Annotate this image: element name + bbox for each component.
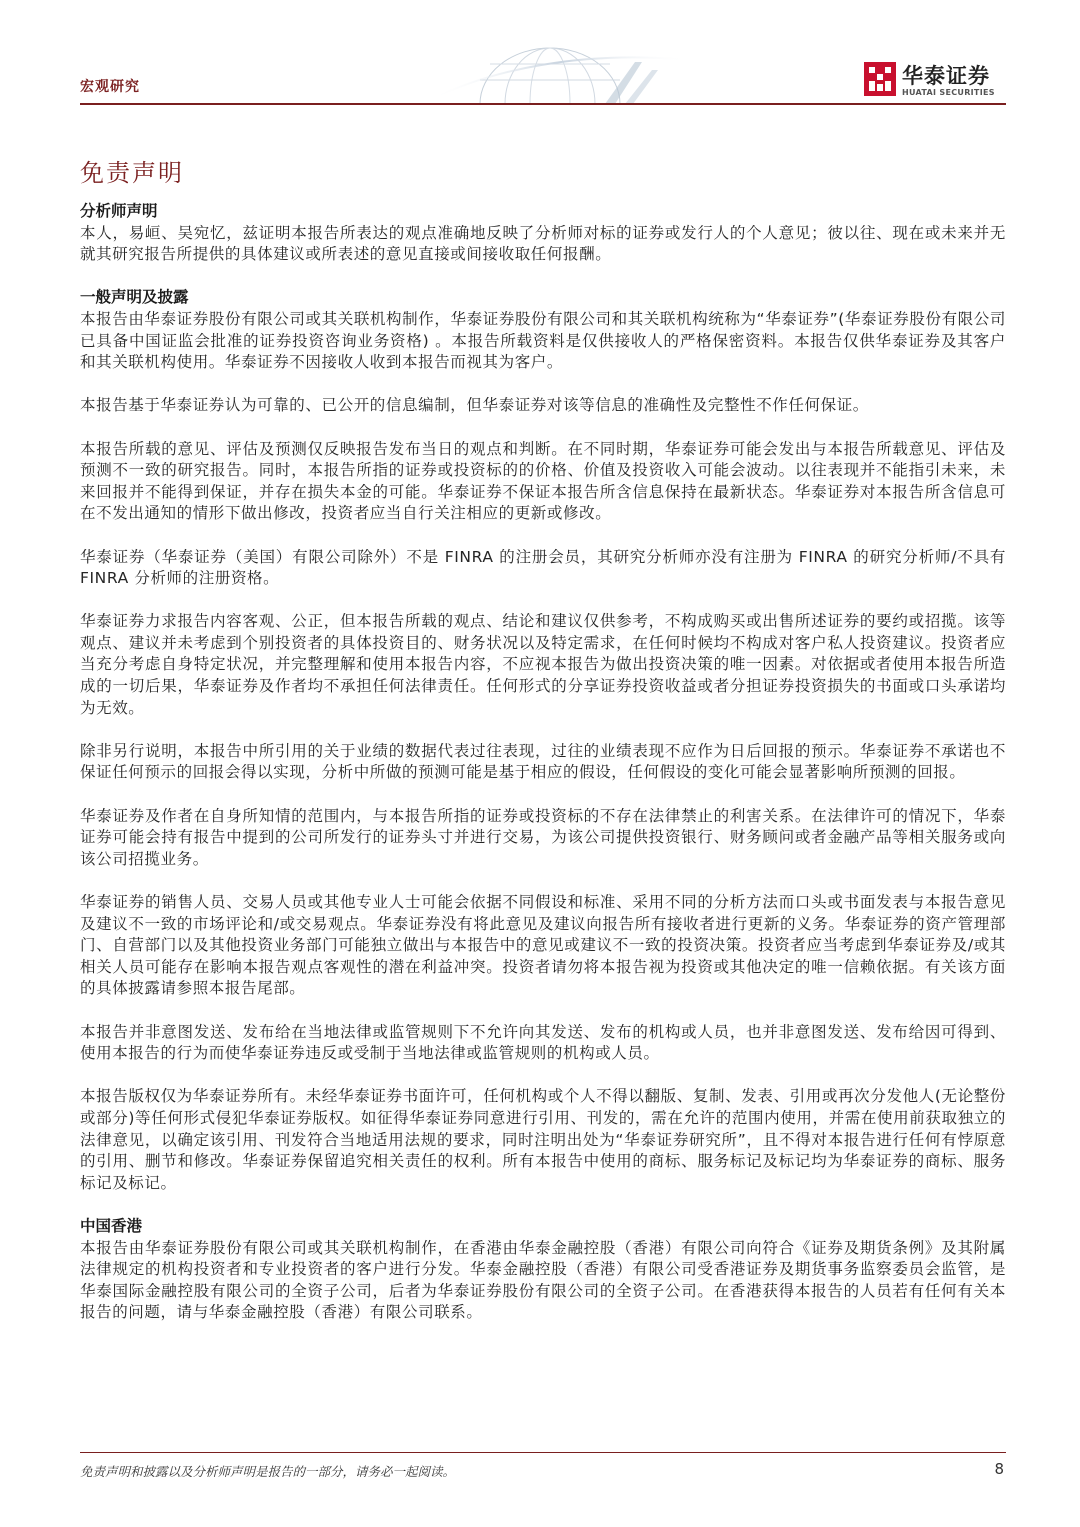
- general-paragraph-5: 华泰证券力求报告内容客观、公正，但本报告所载的观点、结论和建议仅供参考，不构成购买或出售所述证券的要约或招揽。该等观点、建议并未考虑到个别投资者的具体投资目的、财务状况以及特定需求，在任何时候均不构成对客户私人投资建议。投资者应当充分考虑自身特定状况，并完整理解和使用本报告内容，不应视本报告为做出投资决策的唯一因素。对依据或者使用本报告所造成的一切后果，华泰证券及作者均不承担任何法律责任。任何形式的分享证券投资收益或者分担证券投资损失的书面或口头承诺均为无效。: [80, 612, 1006, 717]
- general-paragraph-8: 华泰证券的销售人员、交易人员或其他专业人士可能会依据不同假设和标准、采用不同的分析方法而口头或书面发表与本报告意见及建议不一致的市场评论和/或交易观点。华泰证券没有将此意见及建议向报告所有接收者进行更新的义务。华泰证券的资产管理部门、自营部门以及其他投资业务部门可能独立做出与本报告中的意见或建议不一致的投资决策。投资者应当考虑到华泰证券及/或其相关人员可能存在影响本报告观点客观性的潜在利益冲突。投资者请勿将本报告视为投资或其他决定的唯一信赖依据。有关该方面的具体披露请参照本报告尾部。: [80, 893, 1006, 998]
- general-paragraph-7: 华泰证券及作者在自身所知情的范围内，与本报告所指的证券或投资标的不存在法律禁止的利害关系。在法律许可的情况下，华泰证券可能会持有报告中提到的公司所发行的证券头寸并进行交易，为该公司提供投资银行、财务顾问或者金融产品等相关服务或向该公司招揽业务。: [80, 806, 1006, 868]
- general-paragraph-1: 本报告由华泰证券股份有限公司或其关联机构制作，华泰证券股份有限公司和其关联机构统称为“华泰证券”(华泰证券股份有限公司已具备中国证监会批准的证券投资咨询业务资格) 。本报告所载资料是仅供接收人的严格保密资料。本报告仅供华泰证券及其客户和其关联机构使用。华泰证券不因接收人收到本报告而视其为客户。: [80, 309, 1006, 372]
- huatai-logo-icon: [864, 62, 896, 96]
- disclaimer-content: [80, 201, 1006, 1345]
- logo-english-name: HUATAI SECURITIES: [902, 88, 995, 97]
- huatai-logo: [864, 60, 1004, 100]
- header-section-label: 宏观研究: [80, 79, 140, 95]
- globe-graphic-icon: [430, 40, 690, 104]
- footer-note: 免责声明和披露以及分析师声明是报告的一部分，请务必一起阅读。: [80, 1464, 456, 1479]
- analyst-paragraph: 本人，易峘、吴宛忆，兹证明本报告所表达的观点准确地反映了分析师对标的证券或发行人的个人意见；彼以往、现在或未来并无就其研究报告所提供的具体建议或所表述的意见直接或间接收取任何报酬。: [80, 223, 1006, 264]
- general-disclosure-heading: 一般声明及披露: [80, 288, 189, 307]
- page-title: 免责声明: [80, 159, 184, 187]
- general-paragraph-4: 华泰证券（华泰证券（美国）有限公司除外）不是 FINRA 的注册会员，其研究分析师亦没有注册为 FINRA 的研究分析师/不具有 FINRA 分析师的注册资格。: [80, 547, 1006, 588]
- footer-divider: [80, 1452, 1006, 1453]
- page-number: 8: [994, 1460, 1004, 1478]
- analyst-statement-heading: 分析师声明: [80, 202, 158, 220]
- general-paragraph-6: 除非另行说明，本报告中所引用的关于业绩的数据代表过往表现，过往的业绩表现不应作为日后回报的预示。华泰证券不承诺也不保证任何预示的回报会得以实现，分析中所做的预测可能是基于相应的假设，任何假设的变化可能会显著影响所预测的回报。: [80, 741, 1006, 782]
- general-paragraph-2: 本报告基于华泰证券认为可靠的、已公开的信息编制，但华泰证券对该等信息的准确性及完整性不作任何保证。: [80, 396, 869, 415]
- header-divider: [80, 103, 1006, 105]
- general-paragraph-3: 本报告所载的意见、评估及预测仅反映报告发布当日的观点和判断。在不同时期，华泰证券可能会发出与本报告所载意见、评估及预测不一致的研究报告。同时，本报告所指的证券或投资标的的价格、价值及投资收入可能会波动。以往表现并不能指引未来，未来回报并不能得到保证，并存在损失本金的可能。华泰证券不保证本报告所含信息保持在最新状态。华泰证券对本报告所含信息可在不发出通知的情形下做出修改，投资者应当自行关注相应的更新或修改。: [80, 439, 1006, 523]
- hongkong-paragraph: 本报告由华泰证券股份有限公司或其关联机构制作，在香港由华泰金融控股（香港）有限公司向符合《证券及期货条例》及其附属法律规定的机构投资者和专业投资者的客户进行分发。华泰金融控股（香港）有限公司受香港证券及期货事务监察委员会监管，是华泰国际金融控股有限公司的全资子公司，后者为华泰证券股份有限公司的全资子公司。在香港获得本报告的人员若有任何有关本报告的问题，请与华泰金融控股（香港）有限公司联系。: [80, 1238, 1006, 1322]
- logo-chinese-name: 华泰证券: [902, 64, 990, 88]
- general-paragraph-10: 本报告版权仅为华泰证券所有。未经华泰证券书面许可，任何机构或个人不得以翻版、复制、发表、引用或再次分发他人(无论整份或部分)等任何形式侵犯华泰证券版权。如征得华泰证券同意进行引用、刊发的，需在允许的范围内使用，并需在使用前获取独立的法律意见，以确定该引用、刊发符合当地适用法规的要求，同时注明出处为“华泰证券研究所”，且不得对本报告进行任何有悖原意的引用、删节和修改。华泰证券保留追究相关责任的权利。所有本报告中使用的商标、服务标记及标记均为华泰证券的商标、服务标记及标记。: [80, 1087, 1006, 1192]
- general-paragraph-9: 本报告并非意图发送、发布给在当地法律或监管规则下不允许向其发送、发布的机构或人员，也并非意图发送、发布给因可得到、使用本报告的行为而使华泰证券违反或受制于当地法律或监管规则的机构或人员。: [80, 1022, 1006, 1063]
- hongkong-heading: 中国香港: [80, 1216, 143, 1235]
